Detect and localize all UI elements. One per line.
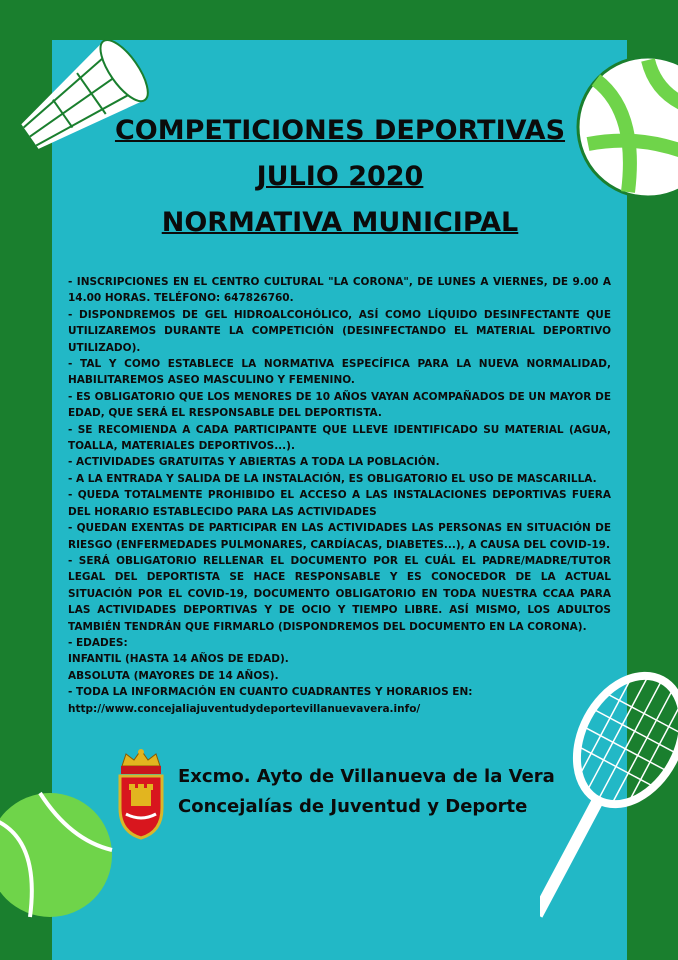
rule-item: - DISPONDREMOS DE GEL HIDROALCOHÓLICO, ASÍ COMO LÍQUIDO DESINFECTANTE QUE UTILIZAREMOS DURANTE LA COMPETICIÓN (DESINFECTANDO EL MATERIAL DEPORTIVO UTILIZADO).: [68, 308, 611, 354]
rule-item: INFANTIL (HASTA 14 AÑOS DE EDAD).: [68, 653, 289, 666]
tennis-ball-icon: [0, 770, 120, 960]
footer-line-1: Excmo. Ayto de Villanueva de la Vera: [178, 766, 555, 787]
rule-item: - QUEDA TOTALMENTE PROHIBIDO EL ACCESO A LAS INSTALACIONES DEPORTIVAS FUERA DEL HORARIO ESTABLECIDO PARA LAS ACTIVIDADES: [68, 489, 611, 518]
rule-item: - INSCRIPCIONES EN EL CENTRO CULTURAL "LA CORONA", DE LUNES A VIERNES, DE 9.00 A 14.00 HORAS. TELÉFONO: 647826760.: [68, 276, 611, 305]
title-line-2: JULIO 2020: [256, 161, 424, 192]
rule-item: - EDADES:: [68, 636, 128, 649]
rule-item: - TAL Y COMO ESTABLECE LA NORMATIVA ESPECÍFICA PARA LA NUEVA NORMALIDAD, HABILITAREMOS ASEO MASCULINO Y FEMENINO.: [68, 358, 611, 387]
page-title: [60, 108, 620, 246]
rules-list: [68, 274, 611, 717]
rule-item: - ACTIVIDADES GRATUITAS Y ABIERTAS A TODA LA POBLACIÓN.: [68, 456, 440, 469]
footer-line-2: Concejalías de Juventud y Deporte: [178, 796, 528, 817]
rule-item: - A LA ENTRADA Y SALIDA DE LA INSTALACIÓN, ES OBLIGATORIO EL USO DE MASCARILLA.: [68, 472, 597, 485]
rule-item: - SE RECOMIENDA A CADA PARTICIPANTE QUE LLEVE IDENTIFICADO SU MATERIAL (AGUA, TOALLA, MATERIALES DEPORTIVOS...).: [68, 423, 611, 453]
rule-item: - TODA LA INFORMACIÓN EN CUANTO CUADRANTES Y HORARIOS EN:: [68, 686, 473, 699]
coat-of-arms-icon: [112, 748, 170, 840]
title-line-3: NORMATIVA MUNICIPAL: [161, 207, 519, 238]
rule-item: ABSOLUTA (MAYORES DE 14 AÑOS).: [68, 669, 279, 682]
rule-item: - ES OBLIGATORIO QUE LOS MENORES DE 10 AÑOS VAYAN ACOMPAÑADOS DE UN MAYOR DE EDAD, QUE SERÁ EL RESPONSABLE DEL DEPORTISTA.: [68, 390, 611, 420]
title-line-1: COMPETICIONES DEPORTIVAS: [114, 115, 566, 146]
footer: [178, 762, 555, 822]
rule-item: - QUEDAN EXENTAS DE PARTICIPAR EN LAS ACTIVIDADES LAS PERSONAS EN SITUACIÓN DE RIESGO (ENFERMEDADES PULMONARES, CARDÍACAS, DIABETES...), A CAUSA DEL COVID-19.: [68, 522, 611, 551]
rule-link[interactable]: http://www.concejaliajuventudydeportevillanuevavera.info/: [68, 702, 421, 715]
rule-item: - SERÁ OBLIGATORIO RELLENAR EL DOCUMENTO POR EL CUÁL EL PADRE/MADRE/TUTOR LEGAL DEL DEPORTISTA SE HACE RESPONSABLE Y ES CONOCEDOR DE LA ACTUAL SITUACIÓN POR EL COVID-19, DOCUMENTO OBLIGATORIO EN TODA NUESTRA CCAA PARA LAS ACTIVIDADES DEPORTIVAS Y DE OCIO Y TIEMPO LIBRE. ASÍ MISMO, LOS ADULTOS TAMBIÉN TENDRÁN QUE FIRMARLO (DISPONDREMOS DEL DOCUMENTO EN LA CORONA).: [68, 554, 611, 633]
